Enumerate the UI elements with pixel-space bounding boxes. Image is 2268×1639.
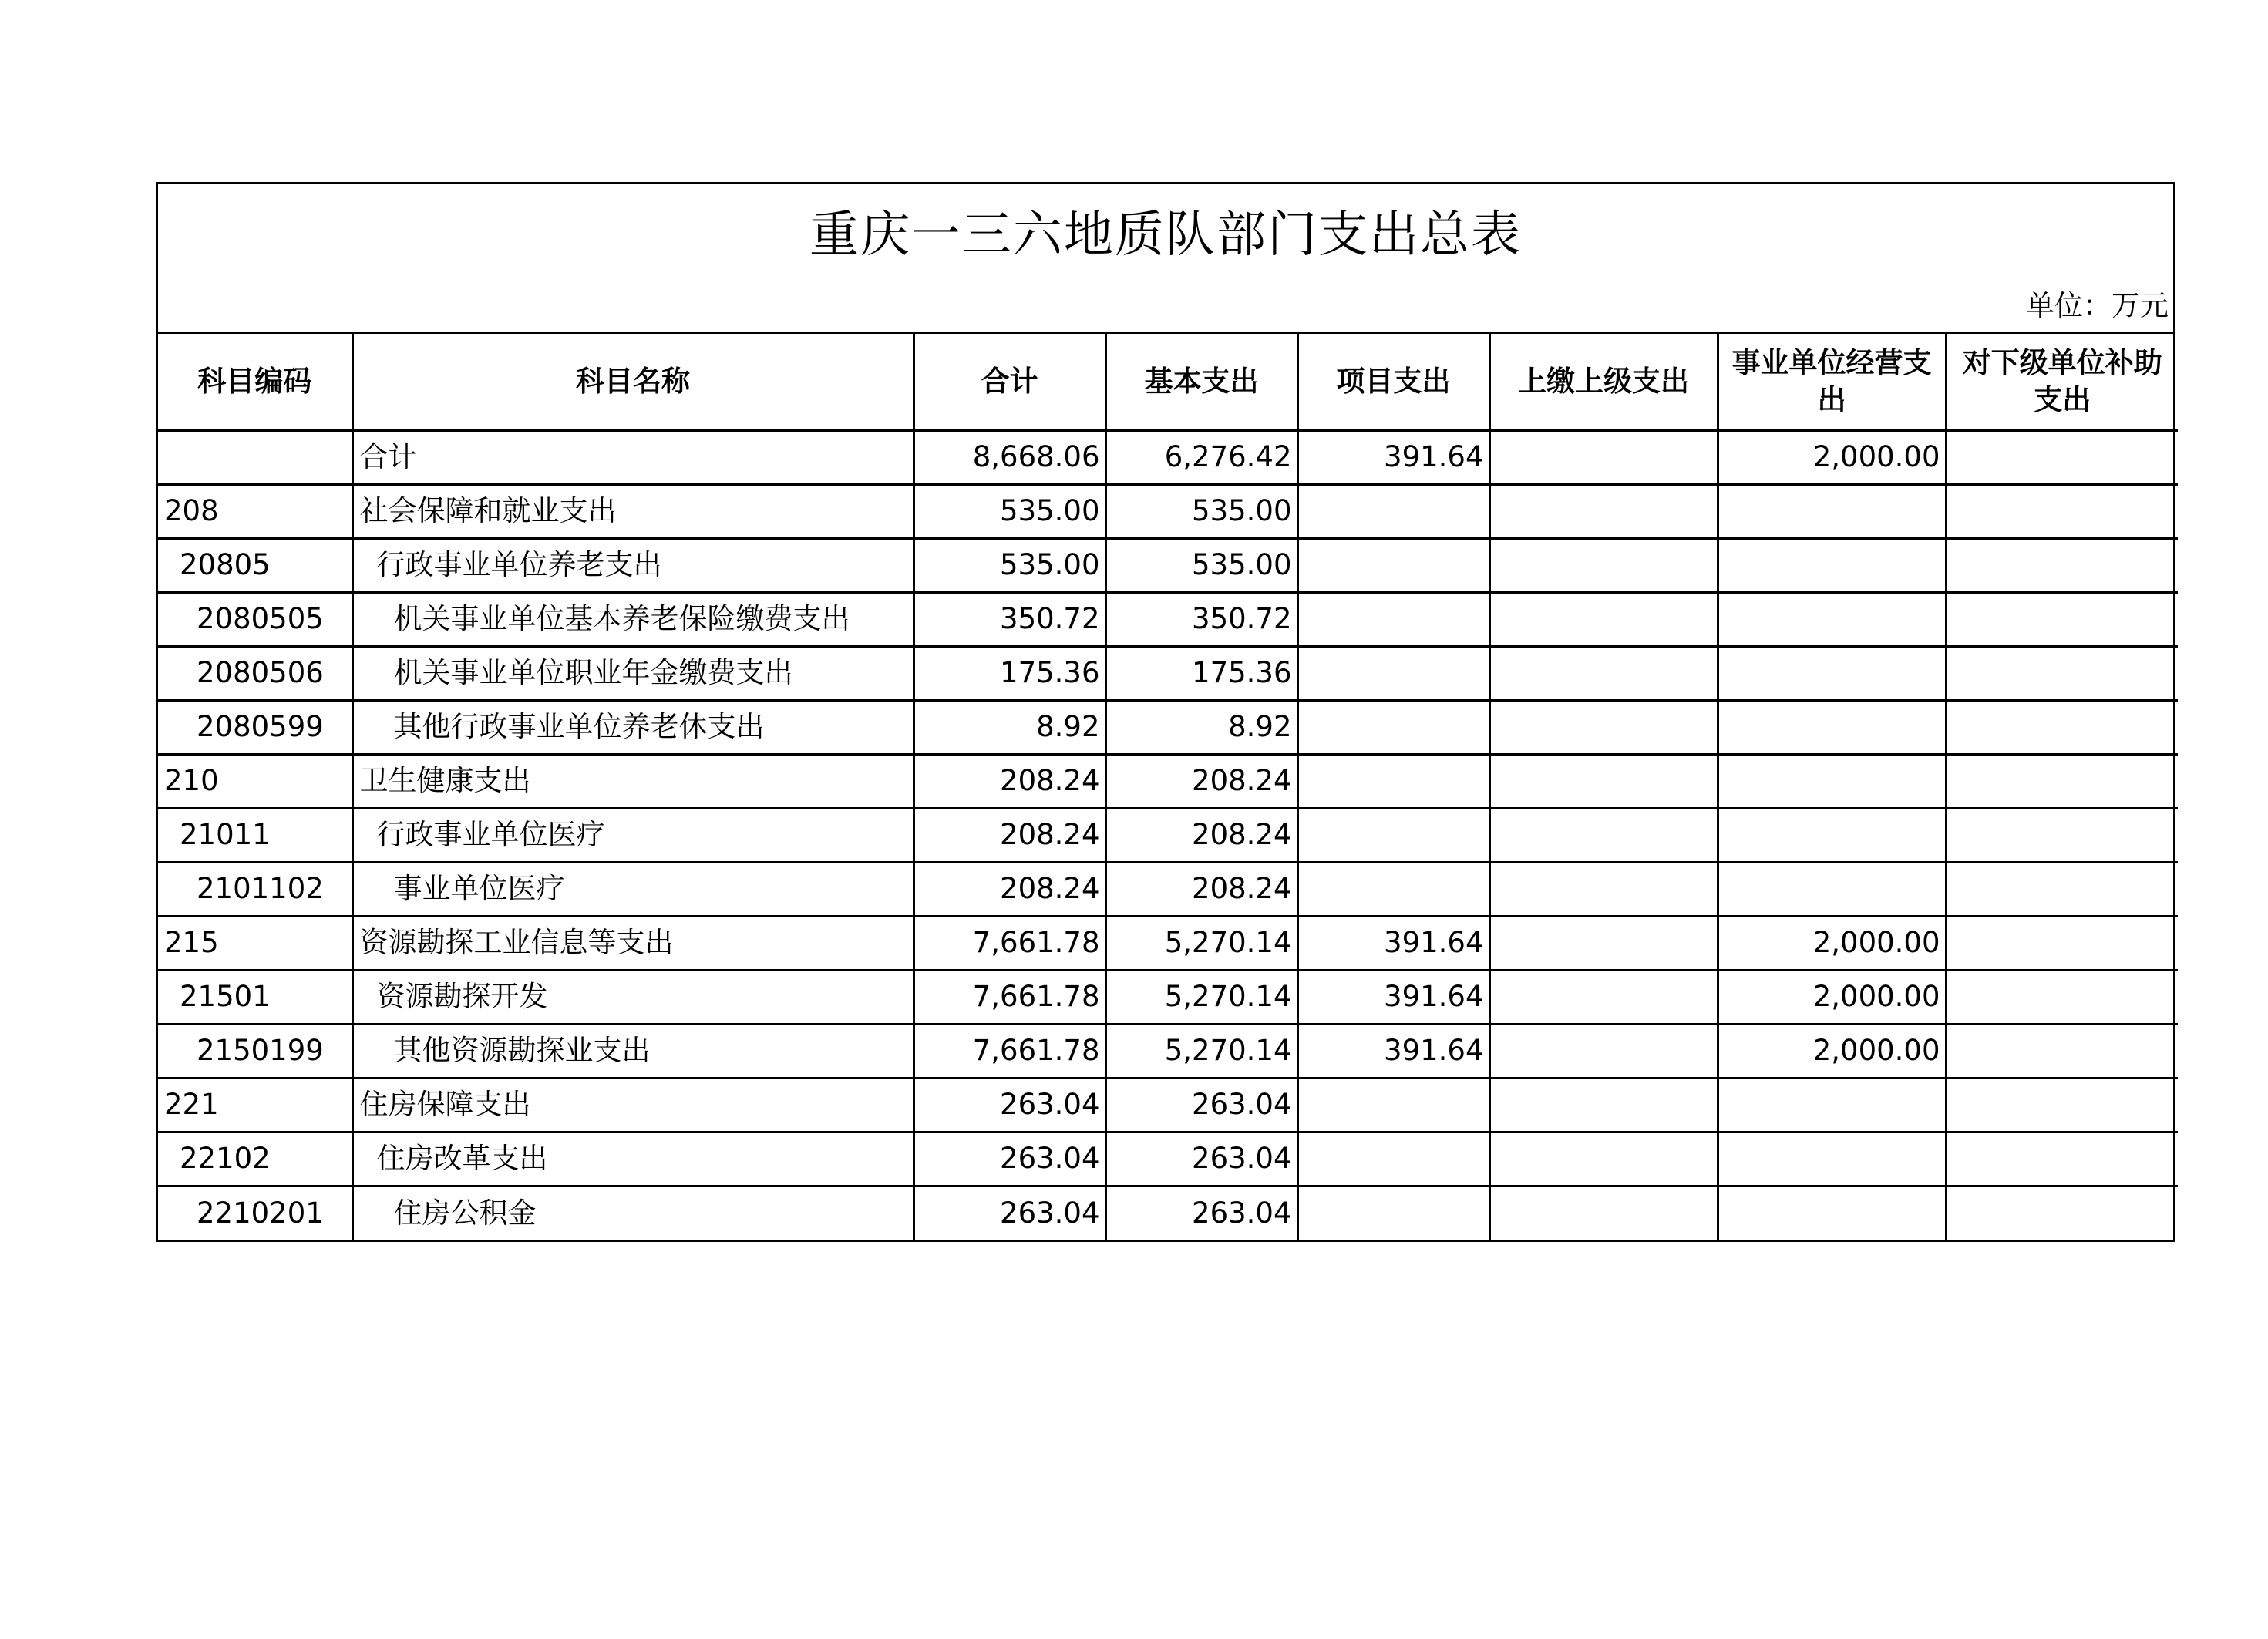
header-name: 科目名称 xyxy=(352,334,914,430)
subsidy-cell xyxy=(1946,700,2178,754)
code-cell: 2080599 xyxy=(158,700,352,754)
table-row xyxy=(158,1078,2178,1132)
code-cell: 215 xyxy=(158,916,352,970)
subsidy-cell xyxy=(1946,592,2178,646)
name-cell: 机关事业单位职业年金缴费支出 xyxy=(352,646,914,700)
table-row xyxy=(158,700,2178,754)
total-cell: 7,661.78 xyxy=(914,916,1105,970)
subsidy-cell xyxy=(1946,646,2178,700)
project-cell xyxy=(1297,808,1489,862)
remit-cell xyxy=(1489,1024,1718,1078)
remit-cell xyxy=(1489,592,1718,646)
basic-cell: 263.04 xyxy=(1105,1132,1297,1186)
project-cell xyxy=(1297,484,1489,538)
subsidy-cell xyxy=(1946,1078,2178,1132)
header-project: 项目支出 xyxy=(1297,334,1489,430)
project-cell xyxy=(1297,538,1489,592)
basic-cell: 5,270.14 xyxy=(1105,916,1297,970)
remit-cell xyxy=(1489,1078,1718,1132)
subsidy-cell xyxy=(1946,484,2178,538)
name-cell: 行政事业单位医疗 xyxy=(352,808,914,862)
remit-cell xyxy=(1489,538,1718,592)
table-row xyxy=(158,970,2178,1024)
operating-cell xyxy=(1718,538,1946,592)
code-cell xyxy=(158,430,352,484)
code-cell: 2210201 xyxy=(158,1186,352,1240)
basic-cell: 350.72 xyxy=(1105,592,1297,646)
name-cell: 社会保障和就业支出 xyxy=(352,484,914,538)
project-cell: 391.64 xyxy=(1297,970,1489,1024)
operating-cell: 2,000.00 xyxy=(1718,430,1946,484)
header-subsidy: 对下级单位补助支出 xyxy=(1946,334,2178,430)
project-cell: 391.64 xyxy=(1297,1024,1489,1078)
code-cell: 2150199 xyxy=(158,1024,352,1078)
remit-cell xyxy=(1489,484,1718,538)
total-cell: 7,661.78 xyxy=(914,970,1105,1024)
name-cell: 其他资源勘探业支出 xyxy=(352,1024,914,1078)
project-cell xyxy=(1297,862,1489,916)
code-cell: 2080506 xyxy=(158,646,352,700)
operating-cell xyxy=(1718,862,1946,916)
operating-cell xyxy=(1718,592,1946,646)
basic-cell: 5,270.14 xyxy=(1105,1024,1297,1078)
project-cell xyxy=(1297,1132,1489,1186)
title-block xyxy=(158,184,2173,334)
total-cell: 208.24 xyxy=(914,862,1105,916)
basic-cell: 535.00 xyxy=(1105,538,1297,592)
code-cell: 221 xyxy=(158,1078,352,1132)
operating-cell: 2,000.00 xyxy=(1718,916,1946,970)
total-cell: 7,661.78 xyxy=(914,1024,1105,1078)
project-cell xyxy=(1297,1186,1489,1240)
basic-cell: 6,276.42 xyxy=(1105,430,1297,484)
subsidy-cell xyxy=(1946,1024,2178,1078)
remit-cell xyxy=(1489,862,1718,916)
expenditure-sheet xyxy=(156,182,2175,1242)
operating-cell xyxy=(1718,1078,1946,1132)
total-cell: 175.36 xyxy=(914,646,1105,700)
code-cell: 21501 xyxy=(158,970,352,1024)
total-cell: 350.72 xyxy=(914,592,1105,646)
name-cell: 卫生健康支出 xyxy=(352,754,914,808)
project-cell: 391.64 xyxy=(1297,430,1489,484)
code-cell: 20805 xyxy=(158,538,352,592)
subsidy-cell xyxy=(1946,1132,2178,1186)
remit-cell xyxy=(1489,916,1718,970)
operating-cell xyxy=(1718,754,1946,808)
total-cell: 8.92 xyxy=(914,700,1105,754)
name-cell: 住房保障支出 xyxy=(352,1078,914,1132)
basic-cell: 5,270.14 xyxy=(1105,970,1297,1024)
header-code: 科目编码 xyxy=(158,334,352,430)
project-cell xyxy=(1297,646,1489,700)
total-cell: 263.04 xyxy=(914,1078,1105,1132)
basic-cell: 175.36 xyxy=(1105,646,1297,700)
basic-cell: 535.00 xyxy=(1105,484,1297,538)
operating-cell xyxy=(1718,700,1946,754)
header-total: 合计 xyxy=(914,334,1105,430)
code-cell: 21011 xyxy=(158,808,352,862)
document-title: 重庆一三六地质队部门支出总表 xyxy=(809,207,1522,264)
table-row xyxy=(158,862,2178,916)
project-cell xyxy=(1297,754,1489,808)
subsidy-cell xyxy=(1946,538,2178,592)
total-cell: 535.00 xyxy=(914,484,1105,538)
operating-cell xyxy=(1718,808,1946,862)
total-cell: 8,668.06 xyxy=(914,430,1105,484)
total-cell: 208.24 xyxy=(914,754,1105,808)
expenditure-table xyxy=(158,334,2178,1240)
name-cell: 资源勘探工业信息等支出 xyxy=(352,916,914,970)
table-row xyxy=(158,1132,2178,1186)
total-cell: 263.04 xyxy=(914,1132,1105,1186)
code-cell: 2080505 xyxy=(158,592,352,646)
table-row xyxy=(158,592,2178,646)
subsidy-cell xyxy=(1946,430,2178,484)
subsidy-cell xyxy=(1946,970,2178,1024)
remit-cell xyxy=(1489,754,1718,808)
operating-cell xyxy=(1718,1186,1946,1240)
total-cell: 263.04 xyxy=(914,1186,1105,1240)
name-cell: 合计 xyxy=(352,430,914,484)
remit-cell xyxy=(1489,430,1718,484)
header-row xyxy=(158,334,2178,430)
basic-cell: 208.24 xyxy=(1105,862,1297,916)
project-cell xyxy=(1297,700,1489,754)
project-cell xyxy=(1297,592,1489,646)
remit-cell xyxy=(1489,1186,1718,1240)
table-row xyxy=(158,1186,2178,1240)
code-cell: 208 xyxy=(158,484,352,538)
remit-cell xyxy=(1489,808,1718,862)
subsidy-cell xyxy=(1946,862,2178,916)
name-cell: 其他行政事业单位养老休支出 xyxy=(352,700,914,754)
total-cell: 535.00 xyxy=(914,538,1105,592)
table-row xyxy=(158,430,2178,484)
header-remit: 上缴上级支出 xyxy=(1489,334,1718,430)
operating-cell xyxy=(1718,1132,1946,1186)
operating-cell: 2,000.00 xyxy=(1718,1024,1946,1078)
subsidy-cell xyxy=(1946,754,2178,808)
table-row xyxy=(158,1024,2178,1078)
table-row xyxy=(158,538,2178,592)
remit-cell xyxy=(1489,646,1718,700)
remit-cell xyxy=(1489,1132,1718,1186)
name-cell: 机关事业单位基本养老保险缴费支出 xyxy=(352,592,914,646)
subsidy-cell xyxy=(1946,916,2178,970)
name-cell: 住房改革支出 xyxy=(352,1132,914,1186)
remit-cell xyxy=(1489,700,1718,754)
total-cell: 208.24 xyxy=(914,808,1105,862)
code-cell: 22102 xyxy=(158,1132,352,1186)
table-row xyxy=(158,916,2178,970)
header-basic: 基本支出 xyxy=(1105,334,1297,430)
operating-cell: 2,000.00 xyxy=(1718,970,1946,1024)
table-row xyxy=(158,646,2178,700)
basic-cell: 263.04 xyxy=(1105,1186,1297,1240)
subsidy-cell xyxy=(1946,808,2178,862)
basic-cell: 208.24 xyxy=(1105,754,1297,808)
remit-cell xyxy=(1489,970,1718,1024)
subsidy-cell xyxy=(1946,1186,2178,1240)
project-cell: 391.64 xyxy=(1297,916,1489,970)
name-cell: 住房公积金 xyxy=(352,1186,914,1240)
project-cell xyxy=(1297,1078,1489,1132)
header-operating: 事业单位经营支出 xyxy=(1718,334,1946,430)
code-cell: 210 xyxy=(158,754,352,808)
name-cell: 行政事业单位养老支出 xyxy=(352,538,914,592)
name-cell: 资源勘探开发 xyxy=(352,970,914,1024)
operating-cell xyxy=(1718,646,1946,700)
operating-cell xyxy=(1718,484,1946,538)
basic-cell: 8.92 xyxy=(1105,700,1297,754)
table-row xyxy=(158,754,2178,808)
table-row xyxy=(158,808,2178,862)
basic-cell: 208.24 xyxy=(1105,808,1297,862)
table-row xyxy=(158,484,2178,538)
code-cell: 2101102 xyxy=(158,862,352,916)
basic-cell: 263.04 xyxy=(1105,1078,1297,1132)
name-cell: 事业单位医疗 xyxy=(352,862,914,916)
unit-note: 单位：万元 xyxy=(2026,289,2169,322)
